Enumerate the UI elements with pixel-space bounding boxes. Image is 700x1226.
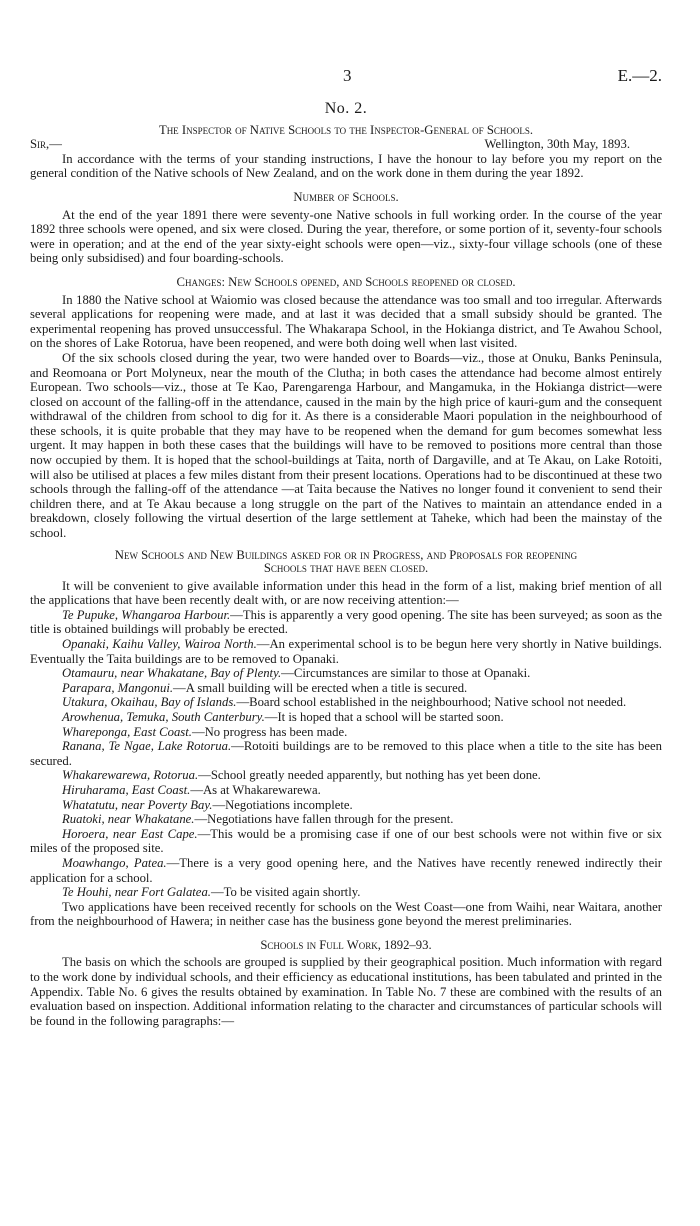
list-item [30,827,662,856]
document-reference: E.—2. [617,66,662,85]
place-name: Whareponga, East Coast. [62,724,192,739]
section-title-full-work: Schools in Full Work, 1892–93. [260,937,432,952]
salutation: Sir,— [30,137,62,152]
place-name: Whakarewarewa, Rotorua. [62,768,199,783]
heading-line: The Inspector of Native Schools to the Inspector-General of Schools. [158,122,534,137]
list-item [30,695,662,710]
place-name: Opanaki, Kaihu Valley, Wairoa North. [62,637,257,651]
list-item [30,739,662,768]
list-item [30,725,662,740]
item-text: —To be visited again shortly. [210,885,361,900]
item-text: —Circumstances are similar to those at Opanaki. [281,666,531,681]
list-item [30,885,662,900]
place-name: Hiruharama, East Coast. [62,782,191,797]
item-text: —This would be a promising case if one of our best schools were not within five or six miles of the proposed site. [30,826,663,856]
list-item [30,812,662,827]
item-text: —No progress has been made. [191,724,348,739]
intro-paragraph: In accordance with the terms of your standing instructions, I have the honour to lay before you my report on the general condition of the Native schools of New Zealand, and on the work done in them during the year 1892. [30,151,662,181]
school-list [30,608,662,900]
paragraph-new-schools-intro: It will be convenient to give available information under this head in the form of a list, making brief mention of all the applications that have been recently dealt with, or are now receiving attention:— [30,578,662,608]
list-item [30,783,662,798]
document-body [30,64,662,1028]
section-title-new-schools-line1: New Schools and New Buildings asked for or in Progress, and Proposals for reopening [114,547,578,562]
paragraph-changes-1: In 1880 the Native school at Waiomio was closed because the attendance was too small and too irregular. Afterwards several applications for reopening were made, and at last it was decided that a small subsidy should be granted. The experimental reopening has proved unsuccessful. The Whakarapa School, in the Hokianga district, and Te Awahou School, on the shores of Lake Rotorua, have been reopened, and were both doing well when last visited. [30,292,662,351]
place-name: Te Houhi, near Fort Galatea. [62,885,211,900]
list-item [30,710,662,725]
item-text: —An experimental school is to be begun here very shortly in Native buildings. Eventually the Taita buildings are to be removed to Opanaki. [30,637,662,666]
paragraph-new-schools-closing: Two applications have been received recently for schools on the West Coast—one from Waihi, near Waitara, another from the neighbourhood of Hawera; in neither case has the business gone beyond the merest preliminaries. [30,899,662,929]
list-item [30,681,662,696]
list-item [30,666,662,681]
item-text: —It is hoped that a school will be started soon. [264,709,504,724]
list-item [30,768,662,783]
paragraph-full-work: The basis on which the schools are grouped is supplied by their geographical position. Much information with regard to the work done by individual schools, and their efficiency as educational institutions, has been tabulated and printed in the Appendix. Table No. 6 gives the results obtained by examination. In Table No. 7 these are combined with the results of an evaluation based on inspection. Additional information relating to the character and circumstances of particular schools will be found in the following paragraphs:— [30,955,662,1028]
place-name: Utakura, Okaihau, Bay of Islands. [62,695,237,710]
list-item [30,637,662,666]
item-text: —Board school established in the neighbourhood; Native school not needed. [236,695,627,710]
paragraph-changes-2: Of the six schools closed during the year, two were handed over to Boards—viz., those at Onuku, Banks Peninsula, and Reomoana or Port Molyneux, near the mouth of the Clutha; in both cases the attendance had become almost entirely European. Two schools—viz., those at Te Kao, Parengarenga Harbour, and Mangamuka, in the Hokianga district—were closed on account of the falling-off in the attendance, caused in the main by the high price of kauri-gum and the consequent withdrawal of the children from school to dig for it. As there is a considerable Maori population in the neighbourhood of these schools, it is quite probable that they may have to be reopened when the demand for gum becomes somewhat less urgent. It may happen in both these cases that the buildings will have to be removed to positions more central than those now occupied by them. It is hoped that the school-buildings at Taita, north of Dargaville, and at Te Akau, on Lake Rotoiti, will also be utilised at places a few miles distant from their present locations. Operations had to be discontinued at these two schools through the falling-off of the attendance —at Taita because the Natives no longer found it convenient to send their children there, and at Te Akau because a long struggle on the part of the Natives to maintain an attendance ended in a breakdown, closely following the virtual desertion of the large settlement at Taheke, which had been the mainstay of the school. [30,350,662,541]
place-date: Wellington, 30th May, 1893. [484,137,630,152]
page-number: 3 [343,66,352,85]
section-title-number: Number of Schools. [293,189,399,204]
item-text: —A small building will be erected when a title is secured. [173,680,468,695]
place-name: Otamauru, near Whakatane, Bay of Plenty. [62,666,282,681]
place-name: Ruatoki, near Whakatane. [62,812,195,827]
document-title: No. 2. [324,100,368,117]
place-name: Ranana, Te Ngae, Lake Rotorua. [62,739,232,754]
item-text: —As at Whakarewarewa. [190,782,321,797]
place-name: Arowhenua, Temuka, South Canterbury. [62,709,265,724]
place-name: Te Pupuke, Whangaroa Harbour. [62,607,231,622]
item-text: —Rotoiti buildings are to be removed to this place when a title to the site has been secured. [30,739,662,768]
place-name: Moawhango, Patea. [62,855,167,870]
item-text: —There is a very good opening here, and the Natives have recently renewed indirectly their application for a school. [30,855,662,885]
section-title-new-schools-line2: Schools that have been closed. [263,561,429,576]
place-name: Horoera, near East Cape. [62,826,198,841]
item-text: —This is apparently a very good opening. The site has been surveyed; as soon as the title is obtained buildings will probably be erected. [30,607,662,637]
list-item [30,798,662,813]
salutation-row [30,137,662,152]
section-title-changes: Changes: New Schools opened, and Schools reopened or closed. [176,274,516,289]
item-text: —Negotiations have fallen through for the present. [194,812,454,827]
place-name: Whatatutu, near Poverty Bay. [62,797,213,812]
section-title-new-schools [30,549,662,576]
list-item [30,608,662,637]
item-text: —Negotiations incomplete. [212,797,353,812]
item-text: —School greatly needed apparently, but nothing has yet been done. [198,768,541,783]
list-item [30,856,662,885]
place-name: Parapara, Mangonui. [62,680,174,695]
paragraph-number: At the end of the year 1891 there were seventy-one Native schools in full working order. In the course of the year 1892 three schools were opened, and six were closed. During the year, therefore, or some portion of it, seventy-four schools were in operation; and at the end of the year sixty-eight schools were open—viz., sixty-four village schools (one of these being only subsidised) and four boarding-schools. [30,207,662,266]
